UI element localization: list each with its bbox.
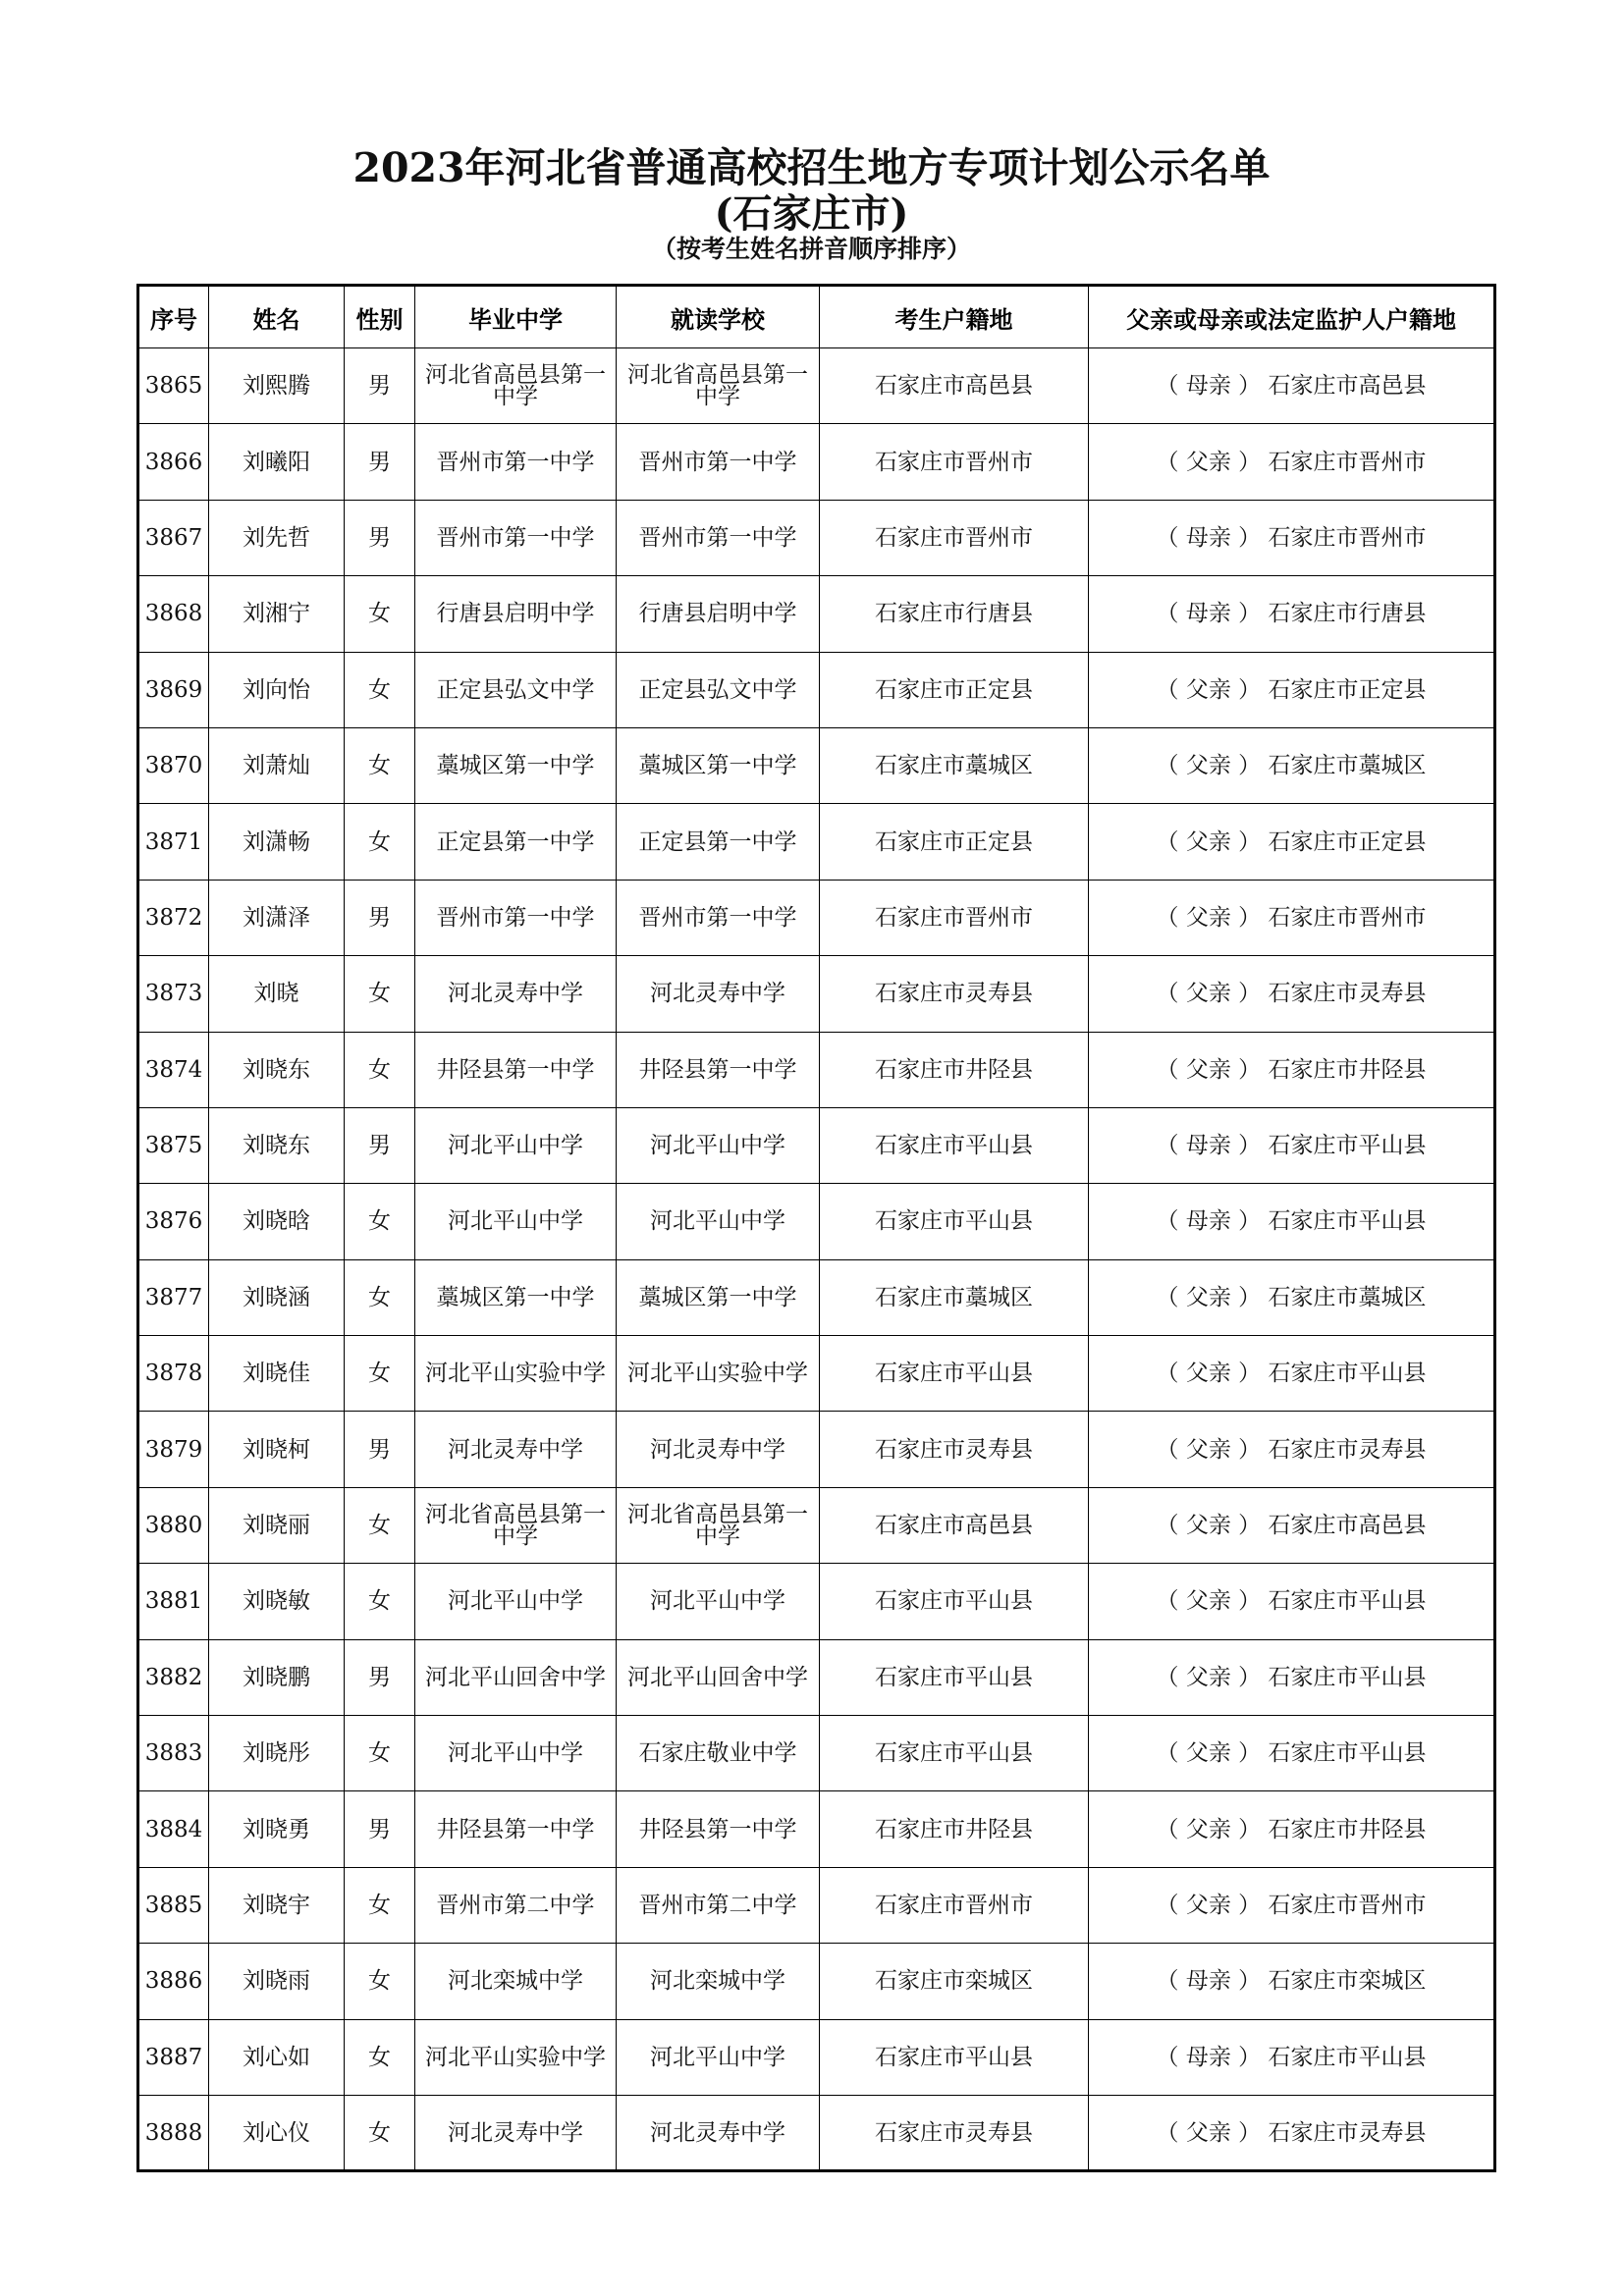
cell-study-school: 晋州市第一中学 — [617, 500, 820, 575]
header-hukou: 考生户籍地 — [820, 286, 1089, 348]
cell-guardian-hukou: （ 母亲 ） 石家庄市平山县 — [1089, 2019, 1495, 2095]
cell-hukou: 石家庄市藁城区 — [820, 727, 1089, 803]
cell-gender: 男 — [345, 500, 415, 575]
cell-gender: 女 — [345, 804, 415, 880]
cell-gender: 男 — [345, 348, 415, 424]
cell-name: 刘湘宁 — [209, 576, 345, 652]
cell-name: 刘晓鹏 — [209, 1639, 345, 1715]
table-row — [138, 2019, 1495, 2095]
cell-grad-school: 河北平山实验中学 — [415, 2019, 617, 2095]
cell-study-school: 河北平山回舍中学 — [617, 1639, 820, 1715]
cell-hukou: 石家庄市平山县 — [820, 1564, 1089, 1639]
cell-grad-school: 河北栾城中学 — [415, 1944, 617, 2019]
table-row — [138, 1032, 1495, 1107]
cell-grad-school: 晋州市第一中学 — [415, 880, 617, 955]
cell-gender: 男 — [345, 1412, 415, 1487]
cell-guardian-hukou: （ 父亲 ） 石家庄市高邑县 — [1089, 1487, 1495, 1563]
cell-no: 3877 — [138, 1259, 209, 1335]
cell-hukou: 石家庄市灵寿县 — [820, 2095, 1089, 2170]
cell-guardian-hukou: （ 父亲 ） 石家庄市正定县 — [1089, 652, 1495, 727]
cell-no: 3872 — [138, 880, 209, 955]
cell-no: 3882 — [138, 1639, 209, 1715]
cell-study-school: 晋州市第一中学 — [617, 880, 820, 955]
cell-name: 刘心仪 — [209, 2095, 345, 2170]
cell-hukou: 石家庄市晋州市 — [820, 1867, 1089, 1943]
cell-name: 刘晓佳 — [209, 1336, 345, 1412]
cell-hukou: 石家庄市井陉县 — [820, 1032, 1089, 1107]
cell-study-school: 正定县第一中学 — [617, 804, 820, 880]
cell-no: 3884 — [138, 1791, 209, 1867]
table-row — [138, 1564, 1495, 1639]
cell-guardian-hukou: （ 父亲 ） 石家庄市晋州市 — [1089, 1867, 1495, 1943]
table-row — [138, 576, 1495, 652]
cell-grad-school: 河北平山回舍中学 — [415, 1639, 617, 1715]
header-no: 序号 — [138, 286, 209, 348]
cell-name: 刘晓涵 — [209, 1259, 345, 1335]
cell-hukou: 石家庄市平山县 — [820, 1716, 1089, 1791]
table-row — [138, 1487, 1495, 1563]
cell-no: 3873 — [138, 956, 209, 1032]
cell-gender: 女 — [345, 1336, 415, 1412]
cell-name: 刘向怡 — [209, 652, 345, 727]
cell-no: 3878 — [138, 1336, 209, 1412]
cell-no: 3865 — [138, 348, 209, 424]
cell-name: 刘晓彤 — [209, 1716, 345, 1791]
table-row — [138, 727, 1495, 803]
cell-study-school: 晋州市第二中学 — [617, 1867, 820, 1943]
cell-grad-school: 晋州市第二中学 — [415, 1867, 617, 1943]
cell-hukou: 石家庄市晋州市 — [820, 880, 1089, 955]
cell-study-school: 晋州市第一中学 — [617, 424, 820, 500]
cell-guardian-hukou: （ 父亲 ） 石家庄市平山县 — [1089, 1564, 1495, 1639]
cell-hukou: 石家庄市灵寿县 — [820, 1412, 1089, 1487]
cell-no: 3870 — [138, 727, 209, 803]
cell-hukou: 石家庄市平山县 — [820, 1184, 1089, 1259]
cell-guardian-hukou: （ 父亲 ） 石家庄市晋州市 — [1089, 880, 1495, 955]
cell-hukou: 石家庄市平山县 — [820, 1107, 1089, 1183]
roster-table — [136, 284, 1496, 2172]
table-row — [138, 804, 1495, 880]
cell-name: 刘先哲 — [209, 500, 345, 575]
cell-name: 刘潇泽 — [209, 880, 345, 955]
cell-study-school: 河北灵寿中学 — [617, 2095, 820, 2170]
table-row — [138, 2095, 1495, 2170]
cell-guardian-hukou: （ 父亲 ） 石家庄市正定县 — [1089, 804, 1495, 880]
cell-grad-school: 河北省高邑县第一中学 — [415, 348, 617, 424]
cell-hukou: 石家庄市平山县 — [820, 2019, 1089, 2095]
cell-no: 3866 — [138, 424, 209, 500]
cell-gender: 女 — [345, 1867, 415, 1943]
cell-grad-school: 正定县弘文中学 — [415, 652, 617, 727]
cell-grad-school: 井陉县第一中学 — [415, 1791, 617, 1867]
table-row — [138, 1184, 1495, 1259]
cell-no: 3871 — [138, 804, 209, 880]
cell-name: 刘晓勇 — [209, 1791, 345, 1867]
cell-study-school: 行唐县启明中学 — [617, 576, 820, 652]
cell-guardian-hukou: （ 父亲 ） 石家庄市平山县 — [1089, 1639, 1495, 1715]
cell-hukou: 石家庄市晋州市 — [820, 424, 1089, 500]
cell-hukou: 石家庄市栾城区 — [820, 1944, 1089, 2019]
cell-name: 刘晓晗 — [209, 1184, 345, 1259]
cell-grad-school: 井陉县第一中学 — [415, 1032, 617, 1107]
header-guardian-hukou: 父亲或母亲或法定监护人户籍地 — [1089, 286, 1495, 348]
cell-gender: 男 — [345, 424, 415, 500]
cell-no: 3876 — [138, 1184, 209, 1259]
cell-no: 3879 — [138, 1412, 209, 1487]
table-row — [138, 1716, 1495, 1791]
header-gender: 性别 — [345, 286, 415, 348]
header-grad-school: 毕业中学 — [415, 286, 617, 348]
cell-guardian-hukou: （ 母亲 ） 石家庄市行唐县 — [1089, 576, 1495, 652]
cell-study-school: 河北栾城中学 — [617, 1944, 820, 2019]
table-row — [138, 1791, 1495, 1867]
cell-gender: 女 — [345, 1944, 415, 2019]
cell-guardian-hukou: （ 父亲 ） 石家庄市晋州市 — [1089, 424, 1495, 500]
cell-name: 刘潇畅 — [209, 804, 345, 880]
cell-hukou: 石家庄市高邑县 — [820, 348, 1089, 424]
cell-gender: 女 — [345, 1487, 415, 1563]
table-row — [138, 1639, 1495, 1715]
cell-study-school: 井陉县第一中学 — [617, 1032, 820, 1107]
cell-no: 3868 — [138, 576, 209, 652]
cell-gender: 女 — [345, 1032, 415, 1107]
cell-hukou: 石家庄市行唐县 — [820, 576, 1089, 652]
table-row — [138, 1107, 1495, 1183]
cell-grad-school: 河北平山实验中学 — [415, 1336, 617, 1412]
cell-grad-school: 河北平山中学 — [415, 1564, 617, 1639]
table-header-row — [138, 286, 1495, 348]
cell-study-school: 正定县弘文中学 — [617, 652, 820, 727]
cell-gender: 女 — [345, 1564, 415, 1639]
cell-study-school: 河北平山中学 — [617, 1184, 820, 1259]
cell-study-school: 藁城区第一中学 — [617, 727, 820, 803]
cell-gender: 女 — [345, 1259, 415, 1335]
cell-grad-school: 河北灵寿中学 — [415, 956, 617, 1032]
cell-study-school: 河北省高邑县第一中学 — [617, 1487, 820, 1563]
cell-grad-school: 河北灵寿中学 — [415, 1412, 617, 1487]
cell-gender: 女 — [345, 1184, 415, 1259]
table-row — [138, 1259, 1495, 1335]
cell-guardian-hukou: （ 父亲 ） 石家庄市平山县 — [1089, 1716, 1495, 1791]
cell-guardian-hukou: （ 父亲 ） 石家庄市平山县 — [1089, 1336, 1495, 1412]
cell-grad-school: 河北平山中学 — [415, 1716, 617, 1791]
cell-study-school: 河北灵寿中学 — [617, 956, 820, 1032]
table-row — [138, 1867, 1495, 1943]
cell-hukou: 石家庄市高邑县 — [820, 1487, 1089, 1563]
cell-name: 刘心如 — [209, 2019, 345, 2095]
cell-study-school: 石家庄敬业中学 — [617, 1716, 820, 1791]
cell-name: 刘熙腾 — [209, 348, 345, 424]
cell-guardian-hukou: （ 母亲 ） 石家庄市平山县 — [1089, 1107, 1495, 1183]
cell-grad-school: 晋州市第一中学 — [415, 500, 617, 575]
cell-study-school: 河北平山中学 — [617, 1564, 820, 1639]
page-title: 2023年河北省普通高校招生地方专项计划公示名单 — [352, 144, 1271, 191]
cell-gender: 女 — [345, 576, 415, 652]
cell-name: 刘晓宇 — [209, 1867, 345, 1943]
cell-grad-school: 藁城区第一中学 — [415, 1259, 617, 1335]
cell-no: 3869 — [138, 652, 209, 727]
cell-grad-school: 河北平山中学 — [415, 1107, 617, 1183]
cell-hukou: 石家庄市正定县 — [820, 652, 1089, 727]
cell-no: 3881 — [138, 1564, 209, 1639]
cell-no: 3875 — [138, 1107, 209, 1183]
table-row — [138, 424, 1495, 500]
cell-no: 3886 — [138, 1944, 209, 2019]
cell-guardian-hukou: （ 父亲 ） 石家庄市灵寿县 — [1089, 2095, 1495, 2170]
cell-study-school: 河北平山中学 — [617, 1107, 820, 1183]
cell-guardian-hukou: （ 父亲 ） 石家庄市井陉县 — [1089, 1032, 1495, 1107]
cell-gender: 女 — [345, 1716, 415, 1791]
cell-name: 刘晓 — [209, 956, 345, 1032]
cell-name: 刘晓东 — [209, 1032, 345, 1107]
cell-guardian-hukou: （ 母亲 ） 石家庄市晋州市 — [1089, 500, 1495, 575]
cell-study-school: 藁城区第一中学 — [617, 1259, 820, 1335]
page-subtitle-city: (石家庄市) — [714, 190, 909, 237]
cell-study-school: 河北省高邑县第一中学 — [617, 348, 820, 424]
cell-gender: 女 — [345, 727, 415, 803]
table-row — [138, 500, 1495, 575]
cell-guardian-hukou: （ 母亲 ） 石家庄市平山县 — [1089, 1184, 1495, 1259]
sort-note: （按考生姓名拼音顺序排序） — [651, 235, 971, 263]
roster-body — [138, 348, 1495, 2171]
cell-hukou: 石家庄市晋州市 — [820, 500, 1089, 575]
cell-no: 3874 — [138, 1032, 209, 1107]
cell-study-school: 河北平山实验中学 — [617, 1336, 820, 1412]
cell-name: 刘晓雨 — [209, 1944, 345, 2019]
cell-gender: 男 — [345, 1791, 415, 1867]
cell-guardian-hukou: （ 母亲 ） 石家庄市栾城区 — [1089, 1944, 1495, 2019]
cell-study-school: 井陉县第一中学 — [617, 1791, 820, 1867]
cell-gender: 男 — [345, 1639, 415, 1715]
cell-grad-school: 行唐县启明中学 — [415, 576, 617, 652]
cell-grad-school: 晋州市第一中学 — [415, 424, 617, 500]
cell-grad-school: 河北平山中学 — [415, 1184, 617, 1259]
cell-gender: 男 — [345, 1107, 415, 1183]
cell-gender: 女 — [345, 2095, 415, 2170]
cell-grad-school: 河北灵寿中学 — [415, 2095, 617, 2170]
cell-grad-school: 河北省高邑县第一中学 — [415, 1487, 617, 1563]
cell-no: 3885 — [138, 1867, 209, 1943]
cell-study-school: 河北平山中学 — [617, 2019, 820, 2095]
cell-no: 3880 — [138, 1487, 209, 1563]
cell-gender: 女 — [345, 652, 415, 727]
cell-name: 刘曦阳 — [209, 424, 345, 500]
cell-name: 刘萧灿 — [209, 727, 345, 803]
cell-no: 3867 — [138, 500, 209, 575]
table-row — [138, 1336, 1495, 1412]
cell-hukou: 石家庄市藁城区 — [820, 1259, 1089, 1335]
cell-name: 刘晓丽 — [209, 1487, 345, 1563]
cell-hukou: 石家庄市灵寿县 — [820, 956, 1089, 1032]
cell-name: 刘晓柯 — [209, 1412, 345, 1487]
header-study-school: 就读学校 — [617, 286, 820, 348]
cell-guardian-hukou: （ 父亲 ） 石家庄市藁城区 — [1089, 727, 1495, 803]
cell-gender: 女 — [345, 2019, 415, 2095]
cell-guardian-hukou: （ 父亲 ） 石家庄市井陉县 — [1089, 1791, 1495, 1867]
table-row — [138, 652, 1495, 727]
cell-no: 3883 — [138, 1716, 209, 1791]
cell-no: 3888 — [138, 2095, 209, 2170]
cell-grad-school: 藁城区第一中学 — [415, 727, 617, 803]
cell-name: 刘晓敏 — [209, 1564, 345, 1639]
cell-guardian-hukou: （ 母亲 ） 石家庄市高邑县 — [1089, 348, 1495, 424]
cell-no: 3887 — [138, 2019, 209, 2095]
cell-hukou: 石家庄市正定县 — [820, 804, 1089, 880]
cell-study-school: 河北灵寿中学 — [617, 1412, 820, 1487]
header-name: 姓名 — [209, 286, 345, 348]
table-row — [138, 956, 1495, 1032]
cell-hukou: 石家庄市平山县 — [820, 1336, 1089, 1412]
cell-hukou: 石家庄市井陉县 — [820, 1791, 1089, 1867]
cell-hukou: 石家庄市平山县 — [820, 1639, 1089, 1715]
cell-guardian-hukou: （ 父亲 ） 石家庄市灵寿县 — [1089, 956, 1495, 1032]
cell-gender: 男 — [345, 880, 415, 955]
cell-name: 刘晓东 — [209, 1107, 345, 1183]
cell-grad-school: 正定县第一中学 — [415, 804, 617, 880]
cell-gender: 女 — [345, 956, 415, 1032]
cell-guardian-hukou: （ 父亲 ） 石家庄市灵寿县 — [1089, 1412, 1495, 1487]
table-row — [138, 1944, 1495, 2019]
table-row — [138, 348, 1495, 424]
cell-guardian-hukou: （ 父亲 ） 石家庄市藁城区 — [1089, 1259, 1495, 1335]
table-row — [138, 880, 1495, 955]
table-row — [138, 1412, 1495, 1487]
